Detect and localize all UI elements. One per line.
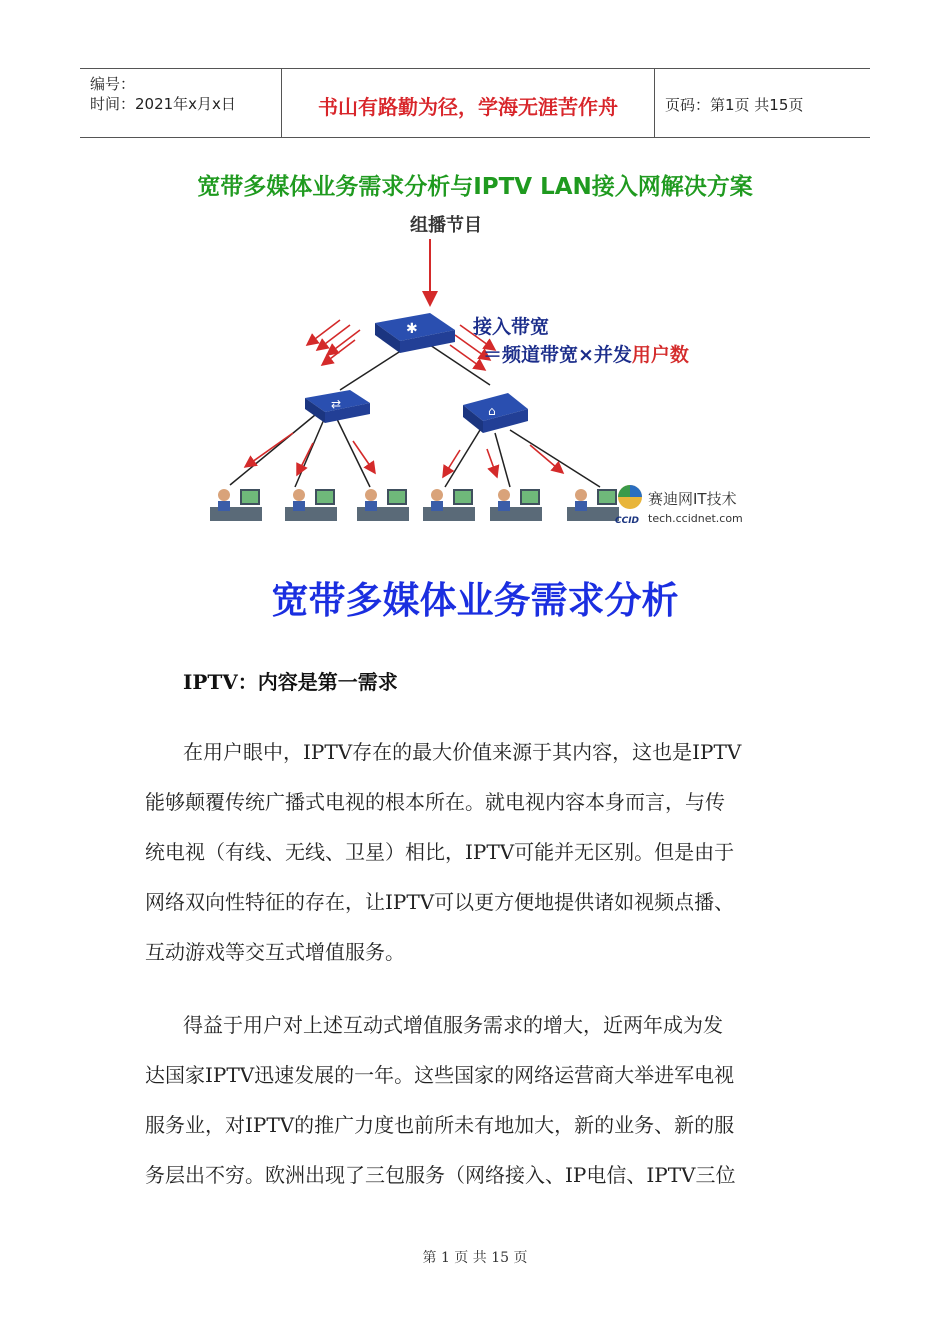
formula-line2 [483,343,689,366]
multicast-program-label: 组播节目 [410,215,482,236]
diagram-svg [205,205,750,530]
ccid-watermark [615,485,743,526]
user-pcs [210,489,619,521]
user-pc-icon [423,489,475,521]
user-pc-icon [285,489,337,521]
watermark-cn: 赛迪网IT技术 [648,490,737,508]
paragraph-line: 能够颠覆传统广播式电视的根本所在。就电视内容本身而言，与传 [145,790,725,814]
user-pc-icon [357,489,409,521]
section-title: 宽带多媒体业务需求分析 [271,579,679,622]
svg-text:✱: ✱ [406,321,418,337]
header-page-cell [655,69,870,137]
paragraph-line: 在用户眼中，IPTV存在的最大价值来源于其内容，这也是IPTV [183,740,742,764]
ccid-logo-text: CCID [615,516,640,526]
document-title: 宽带多媒体业务需求分析与IPTV LAN接入网解决方案 [197,174,753,200]
paragraph-line: 务层出不穷。欧洲出现了三包服务（网络接入、IP电信、IPTV三位 [145,1163,736,1187]
page-footer: 第 1 页 共 15 页 [422,1250,528,1266]
formula-line2-main: ＝频道带宽×并发 [483,344,632,366]
right-switch-icon [463,393,528,433]
user-pc-icon [210,489,262,521]
paragraph-line: 得益于用户对上述互动式增值服务需求的增大，近两年成为发 [183,1013,723,1037]
paragraph-line: 服务业，对IPTV的推广力度也前所未有地加大，新的业务、新的服 [145,1113,735,1137]
paragraph-1 [145,727,805,977]
user-pc-icon [567,489,619,521]
motto: 书山有路勤为径，学海无涯苦作舟 [318,95,618,119]
header-meta-cell [80,69,282,137]
time-label: 时间：2021年x月x日 [90,95,236,113]
multicast-diagram [205,205,750,530]
number-label: 编号： [90,75,136,93]
paragraph-line: 互动游戏等交互式增值服务。 [145,940,405,964]
formula-line2-red: 用户数 [631,344,689,366]
tree-links [230,345,600,487]
header-motto-cell [282,69,655,137]
core-switch-icon [375,313,455,353]
formula-line1: 接入带宽 [473,316,550,338]
paragraph-line: 网络双向性特征的存在，让IPTV可以更方便地提供诸如视频点播、 [145,890,735,914]
page-header [80,68,870,138]
svg-text:⇄: ⇄ [331,397,342,411]
left-switch-icon [305,390,370,423]
user-pc-icon [490,489,542,521]
paragraph-2 [145,1000,805,1200]
paragraph-line: 达国家IPTV迅速发展的一年。这些国家的网络运营商大举进军电视 [145,1063,735,1087]
page-info: 页码：第1页 共15页 [665,96,804,114]
paragraph-line: 统电视（有线、无线、卫星）相比，IPTV可能并无区别。但是由于 [145,840,735,864]
watermark-url: tech.ccidnet.com [648,512,743,525]
svg-text:⌂: ⌂ [488,404,496,418]
subheading: IPTV：内容是第一需求 [183,670,398,694]
